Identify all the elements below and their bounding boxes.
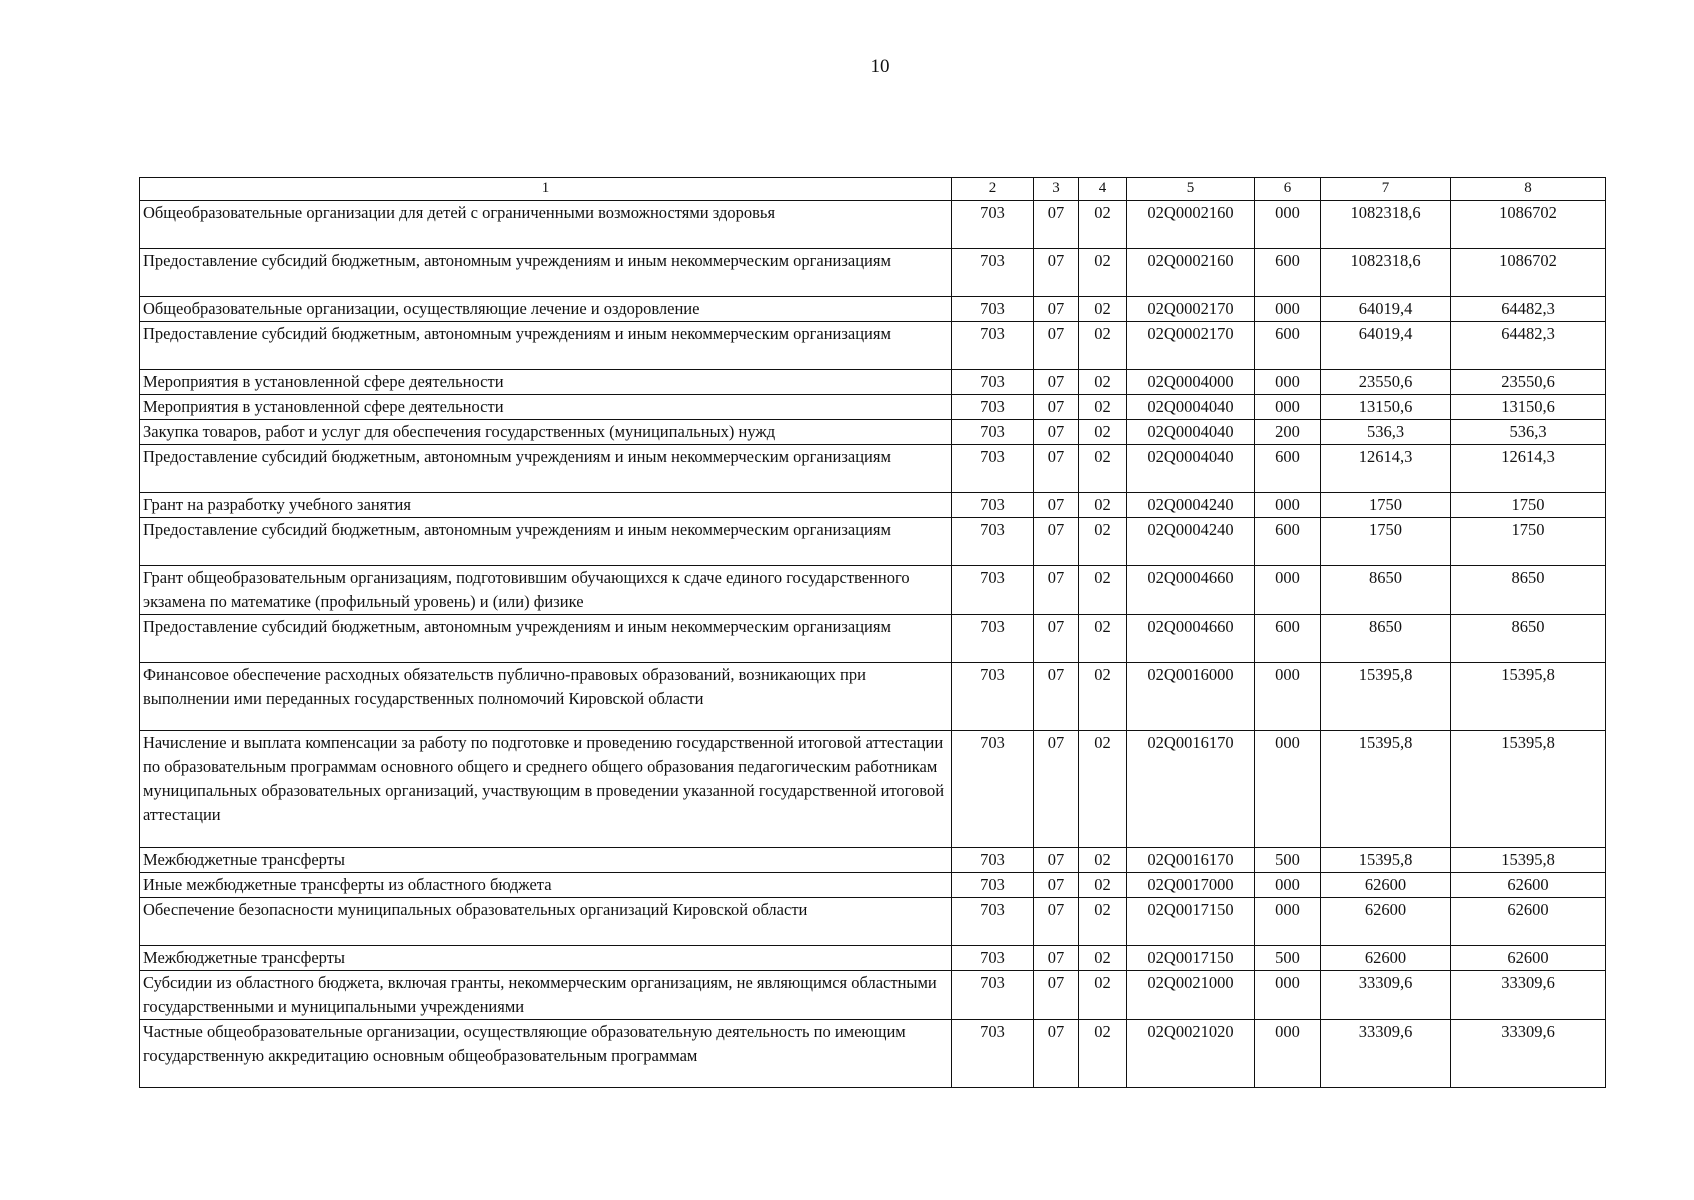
cell-amount-7: 62600 — [1321, 946, 1451, 971]
cell-target-article: 02Q0021020 — [1127, 1020, 1255, 1088]
row-name: Иные межбюджетные трансферты из областного бюджета — [140, 873, 952, 898]
table-row — [140, 370, 1606, 395]
cell-amount-8: 1750 — [1451, 493, 1606, 518]
cell-ministry: 703 — [952, 566, 1034, 615]
cell-subsection: 02 — [1079, 297, 1127, 322]
cell-amount-7: 536,3 — [1321, 420, 1451, 445]
cell-expense-type: 500 — [1255, 946, 1321, 971]
cell-expense-type: 600 — [1255, 445, 1321, 493]
table-row — [140, 322, 1606, 370]
cell-target-article: 02Q0004040 — [1127, 420, 1255, 445]
cell-target-article: 02Q0017000 — [1127, 873, 1255, 898]
cell-section: 07 — [1034, 370, 1079, 395]
cell-ministry: 703 — [952, 297, 1034, 322]
table-row — [140, 971, 1606, 1020]
row-name: Предоставление субсидий бюджетным, автономным учреждениям и иным некоммерческим организациям — [140, 445, 952, 493]
cell-expense-type: 000 — [1255, 493, 1321, 518]
row-name: Межбюджетные трансферты — [140, 848, 952, 873]
table-row — [140, 615, 1606, 663]
column-header: 4 — [1079, 178, 1127, 201]
cell-subsection: 02 — [1079, 420, 1127, 445]
cell-ministry: 703 — [952, 201, 1034, 249]
column-header: 8 — [1451, 178, 1606, 201]
cell-amount-8: 1750 — [1451, 518, 1606, 566]
cell-target-article: 02Q0017150 — [1127, 946, 1255, 971]
cell-amount-8: 536,3 — [1451, 420, 1606, 445]
row-name: Мероприятия в установленной сфере деятельности — [140, 395, 952, 420]
cell-amount-7: 1750 — [1321, 493, 1451, 518]
table-header-row — [140, 178, 1606, 201]
cell-subsection: 02 — [1079, 1020, 1127, 1088]
cell-expense-type: 000 — [1255, 663, 1321, 731]
column-header: 3 — [1034, 178, 1079, 201]
cell-amount-7: 1750 — [1321, 518, 1451, 566]
cell-ministry: 703 — [952, 395, 1034, 420]
cell-amount-7: 1082318,6 — [1321, 201, 1451, 249]
cell-section: 07 — [1034, 395, 1079, 420]
cell-ministry: 703 — [952, 518, 1034, 566]
cell-ministry: 703 — [952, 663, 1034, 731]
table-row — [140, 445, 1606, 493]
cell-section: 07 — [1034, 663, 1079, 731]
table-row — [140, 848, 1606, 873]
cell-ministry: 703 — [952, 971, 1034, 1020]
cell-ministry: 703 — [952, 249, 1034, 297]
cell-subsection: 02 — [1079, 848, 1127, 873]
cell-expense-type: 600 — [1255, 322, 1321, 370]
cell-amount-7: 12614,3 — [1321, 445, 1451, 493]
cell-subsection: 02 — [1079, 445, 1127, 493]
cell-ministry: 703 — [952, 615, 1034, 663]
row-name: Предоставление субсидий бюджетным, автономным учреждениям и иным некоммерческим организациям — [140, 518, 952, 566]
cell-amount-7: 33309,6 — [1321, 971, 1451, 1020]
table-row — [140, 946, 1606, 971]
cell-subsection: 02 — [1079, 873, 1127, 898]
cell-amount-7: 15395,8 — [1321, 848, 1451, 873]
table-row — [140, 249, 1606, 297]
cell-amount-7: 33309,6 — [1321, 1020, 1451, 1088]
table-row — [140, 663, 1606, 731]
cell-amount-8: 62600 — [1451, 946, 1606, 971]
cell-subsection: 02 — [1079, 201, 1127, 249]
table-row — [140, 297, 1606, 322]
table-row — [140, 395, 1606, 420]
cell-amount-8: 64482,3 — [1451, 322, 1606, 370]
cell-amount-8: 15395,8 — [1451, 663, 1606, 731]
cell-expense-type: 600 — [1255, 249, 1321, 297]
cell-subsection: 02 — [1079, 946, 1127, 971]
cell-amount-8: 8650 — [1451, 615, 1606, 663]
cell-section: 07 — [1034, 1020, 1079, 1088]
row-name: Обеспечение безопасности муниципальных образовательных организаций Кировской области — [140, 898, 952, 946]
budget-table — [139, 177, 1606, 1088]
cell-subsection: 02 — [1079, 249, 1127, 297]
cell-amount-8: 15395,8 — [1451, 731, 1606, 848]
cell-section: 07 — [1034, 615, 1079, 663]
cell-expense-type: 600 — [1255, 518, 1321, 566]
cell-amount-8: 15395,8 — [1451, 848, 1606, 873]
table-row — [140, 731, 1606, 848]
cell-section: 07 — [1034, 322, 1079, 370]
cell-section: 07 — [1034, 848, 1079, 873]
cell-amount-8: 8650 — [1451, 566, 1606, 615]
cell-target-article: 02Q0002170 — [1127, 297, 1255, 322]
cell-ministry: 703 — [952, 370, 1034, 395]
cell-subsection: 02 — [1079, 971, 1127, 1020]
table-row — [140, 1020, 1606, 1088]
cell-section: 07 — [1034, 249, 1079, 297]
cell-section: 07 — [1034, 201, 1079, 249]
cell-target-article: 02Q0004040 — [1127, 395, 1255, 420]
row-name: Мероприятия в установленной сфере деятельности — [140, 370, 952, 395]
cell-expense-type: 000 — [1255, 201, 1321, 249]
cell-target-article: 02Q0004660 — [1127, 566, 1255, 615]
cell-ministry: 703 — [952, 898, 1034, 946]
cell-subsection: 02 — [1079, 615, 1127, 663]
cell-amount-8: 1086702 — [1451, 249, 1606, 297]
cell-expense-type: 000 — [1255, 395, 1321, 420]
row-name: Межбюджетные трансферты — [140, 946, 952, 971]
cell-ministry: 703 — [952, 873, 1034, 898]
cell-ministry: 703 — [952, 322, 1034, 370]
cell-section: 07 — [1034, 971, 1079, 1020]
cell-amount-7: 15395,8 — [1321, 663, 1451, 731]
row-name: Грант общеобразовательным организациям, подготовившим обучающихся к сдаче единого государственного экзамена по математике (профильный уровень) и (или) физике — [140, 566, 952, 615]
table-row — [140, 566, 1606, 615]
column-header: 6 — [1255, 178, 1321, 201]
cell-expense-type: 000 — [1255, 898, 1321, 946]
cell-amount-7: 8650 — [1321, 566, 1451, 615]
cell-target-article: 02Q0016170 — [1127, 848, 1255, 873]
row-name: Общеобразовательные организации, осуществляющие лечение и оздоровление — [140, 297, 952, 322]
cell-amount-7: 23550,6 — [1321, 370, 1451, 395]
cell-target-article: 02Q0004240 — [1127, 518, 1255, 566]
cell-ministry: 703 — [952, 493, 1034, 518]
cell-section: 07 — [1034, 946, 1079, 971]
cell-amount-7: 15395,8 — [1321, 731, 1451, 848]
cell-section: 07 — [1034, 731, 1079, 848]
cell-target-article: 02Q0016000 — [1127, 663, 1255, 731]
row-name: Субсидии из областного бюджета, включая гранты, некоммерческим организациям, не являющимся областными государственными и муниципальными учреждениями — [140, 971, 952, 1020]
cell-amount-7: 64019,4 — [1321, 297, 1451, 322]
cell-ministry: 703 — [952, 1020, 1034, 1088]
cell-subsection: 02 — [1079, 493, 1127, 518]
table-row — [140, 518, 1606, 566]
cell-target-article: 02Q0004040 — [1127, 445, 1255, 493]
page-number — [0, 56, 1694, 78]
cell-amount-8: 12614,3 — [1451, 445, 1606, 493]
cell-ministry: 703 — [952, 731, 1034, 848]
page-number-text: 10 — [870, 56, 890, 77]
cell-expense-type: 000 — [1255, 971, 1321, 1020]
cell-ministry: 703 — [952, 445, 1034, 493]
cell-expense-type: 600 — [1255, 615, 1321, 663]
cell-amount-7: 62600 — [1321, 873, 1451, 898]
cell-amount-7: 8650 — [1321, 615, 1451, 663]
table-row — [140, 493, 1606, 518]
cell-subsection: 02 — [1079, 566, 1127, 615]
cell-amount-8: 13150,6 — [1451, 395, 1606, 420]
cell-subsection: 02 — [1079, 898, 1127, 946]
table-row — [140, 898, 1606, 946]
column-header: 7 — [1321, 178, 1451, 201]
cell-section: 07 — [1034, 873, 1079, 898]
cell-ministry: 703 — [952, 848, 1034, 873]
cell-expense-type: 000 — [1255, 1020, 1321, 1088]
cell-target-article: 02Q0004660 — [1127, 615, 1255, 663]
cell-expense-type: 000 — [1255, 297, 1321, 322]
cell-section: 07 — [1034, 518, 1079, 566]
cell-amount-7: 62600 — [1321, 898, 1451, 946]
cell-target-article: 02Q0004240 — [1127, 493, 1255, 518]
cell-amount-7: 13150,6 — [1321, 395, 1451, 420]
table-row — [140, 201, 1606, 249]
cell-expense-type: 000 — [1255, 873, 1321, 898]
table-row — [140, 420, 1606, 445]
cell-expense-type: 500 — [1255, 848, 1321, 873]
cell-subsection: 02 — [1079, 518, 1127, 566]
cell-amount-8: 62600 — [1451, 873, 1606, 898]
cell-expense-type: 000 — [1255, 370, 1321, 395]
cell-expense-type: 000 — [1255, 731, 1321, 848]
cell-subsection: 02 — [1079, 370, 1127, 395]
row-name: Финансовое обеспечение расходных обязательств публично-правовых образований, возникающих при выполнении ими переданных государственных полномочий Кировской области — [140, 663, 952, 731]
cell-amount-8: 64482,3 — [1451, 297, 1606, 322]
cell-subsection: 02 — [1079, 663, 1127, 731]
cell-section: 07 — [1034, 566, 1079, 615]
cell-target-article: 02Q0016170 — [1127, 731, 1255, 848]
row-name: Начисление и выплата компенсации за работу по подготовке и проведению государственной итоговой аттестации по образовательным программам основного общего и среднего общего образования педагогическим работникам муниципальных образовательных организаций, участвующим в проведении указанной государственной итоговой аттестации — [140, 731, 952, 848]
row-name: Предоставление субсидий бюджетным, автономным учреждениям и иным некоммерческим организациям — [140, 249, 952, 297]
cell-target-article: 02Q0002160 — [1127, 249, 1255, 297]
cell-section: 07 — [1034, 898, 1079, 946]
row-name: Закупка товаров, работ и услуг для обеспечения государственных (муниципальных) нужд — [140, 420, 952, 445]
cell-target-article: 02Q0017150 — [1127, 898, 1255, 946]
cell-ministry: 703 — [952, 946, 1034, 971]
row-name: Грант на разработку учебного занятия — [140, 493, 952, 518]
cell-amount-8: 23550,6 — [1451, 370, 1606, 395]
cell-section: 07 — [1034, 420, 1079, 445]
row-name: Предоставление субсидий бюджетным, автономным учреждениям и иным некоммерческим организациям — [140, 322, 952, 370]
column-header: 5 — [1127, 178, 1255, 201]
cell-section: 07 — [1034, 297, 1079, 322]
cell-subsection: 02 — [1079, 731, 1127, 848]
table-row — [140, 873, 1606, 898]
cell-subsection: 02 — [1079, 322, 1127, 370]
cell-target-article: 02Q0002160 — [1127, 201, 1255, 249]
row-name: Общеобразовательные организации для детей с ограниченными возможностями здоровья — [140, 201, 952, 249]
cell-amount-7: 1082318,6 — [1321, 249, 1451, 297]
cell-target-article: 02Q0002170 — [1127, 322, 1255, 370]
row-name: Предоставление субсидий бюджетным, автономным учреждениям и иным некоммерческим организациям — [140, 615, 952, 663]
row-name: Частные общеобразовательные организации, осуществляющие образовательную деятельность по имеющим государственную аккредитацию основным общеобразовательным программам — [140, 1020, 952, 1088]
cell-amount-8: 33309,6 — [1451, 971, 1606, 1020]
cell-ministry: 703 — [952, 420, 1034, 445]
cell-amount-8: 62600 — [1451, 898, 1606, 946]
cell-expense-type: 200 — [1255, 420, 1321, 445]
cell-section: 07 — [1034, 493, 1079, 518]
cell-section: 07 — [1034, 445, 1079, 493]
cell-expense-type: 000 — [1255, 566, 1321, 615]
cell-amount-8: 1086702 — [1451, 201, 1606, 249]
cell-target-article: 02Q0004000 — [1127, 370, 1255, 395]
column-header: 2 — [952, 178, 1034, 201]
cell-amount-7: 64019,4 — [1321, 322, 1451, 370]
cell-amount-8: 33309,6 — [1451, 1020, 1606, 1088]
cell-target-article: 02Q0021000 — [1127, 971, 1255, 1020]
cell-subsection: 02 — [1079, 395, 1127, 420]
column-header: 1 — [140, 178, 952, 201]
